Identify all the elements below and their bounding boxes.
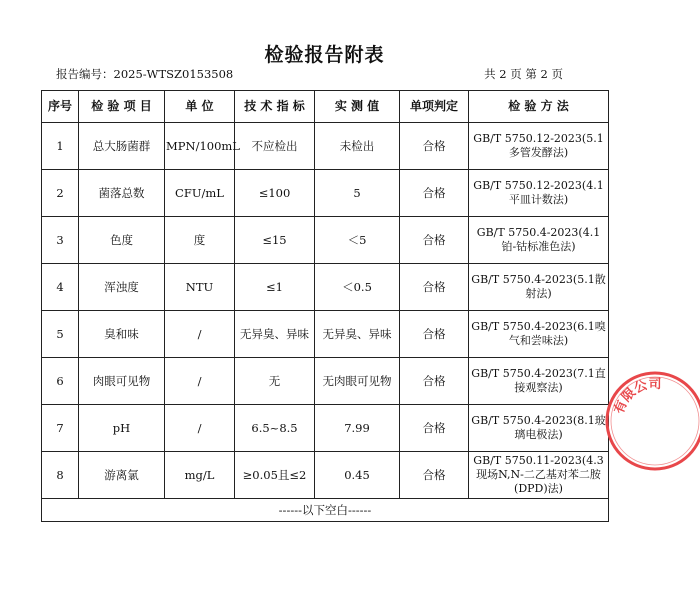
- cell-measured: 未检出: [315, 123, 400, 170]
- cell-standard: 无: [235, 358, 315, 405]
- cell-unit: mg/L: [165, 452, 235, 499]
- cell-item: pH: [79, 405, 165, 452]
- cell-measured: 无异臭、异味: [315, 311, 400, 358]
- cell-standard: ≥0.05且≤2: [235, 452, 315, 499]
- cell-judgement: 合格: [400, 217, 469, 264]
- cell-measured: 5: [315, 170, 400, 217]
- cell-standard: 无异臭、异味: [235, 311, 315, 358]
- cell-item: 菌落总数: [79, 170, 165, 217]
- report-number: 报告编号：2025-WTSZ0153508: [56, 67, 234, 81]
- page-title: 检验报告附表: [264, 44, 385, 66]
- table-row: [42, 311, 609, 358]
- cell-unit: /: [165, 358, 235, 405]
- cell-unit: /: [165, 405, 235, 452]
- cell-method: GB/T 5750.4-2023(4.1铂-钴标准色法): [469, 217, 609, 264]
- cell-item: 浑浊度: [79, 264, 165, 311]
- cell-seq: 5: [42, 311, 79, 358]
- cell-method: GB/T 5750.4-2023(8.1玻璃电极法): [469, 405, 609, 452]
- header-judgement: 单项判定: [400, 91, 469, 123]
- cell-item: 总大肠菌群: [79, 123, 165, 170]
- cell-seq: 2: [42, 170, 79, 217]
- cell-seq: 7: [42, 405, 79, 452]
- header-unit: 单 位: [165, 91, 235, 123]
- cell-judgement: 合格: [400, 170, 469, 217]
- cell-measured: 0.45: [315, 452, 400, 499]
- header-seq: 序号: [42, 91, 79, 123]
- table-footer-row: [42, 499, 609, 522]
- cell-measured: ＜5: [315, 217, 400, 264]
- cell-seq: 1: [42, 123, 79, 170]
- cell-seq: 8: [42, 452, 79, 499]
- cell-measured: 7.99: [315, 405, 400, 452]
- cell-unit: /: [165, 311, 235, 358]
- blank-below-note: ------以下空白------: [42, 499, 609, 522]
- official-seal-stamp: [600, 366, 700, 476]
- inspection-results-table: [41, 90, 609, 522]
- table-row: [42, 170, 609, 217]
- table-row: [42, 358, 609, 405]
- cell-unit: CFU/mL: [165, 170, 235, 217]
- cell-standard: 不应检出: [235, 123, 315, 170]
- cell-item: 肉眼可见物: [79, 358, 165, 405]
- cell-unit: MPN/100mL: [165, 123, 235, 170]
- cell-standard: ≤100: [235, 170, 315, 217]
- table-row: [42, 217, 609, 264]
- cell-judgement: 合格: [400, 358, 469, 405]
- table-row: [42, 452, 609, 499]
- seal-text: 有限公司: [611, 376, 662, 417]
- table-row: [42, 264, 609, 311]
- cell-item: 游离氯: [79, 452, 165, 499]
- cell-item: 色度: [79, 217, 165, 264]
- cell-method: GB/T 5750.4-2023(7.1直接观察法): [469, 358, 609, 405]
- cell-seq: 3: [42, 217, 79, 264]
- table-row: [42, 405, 609, 452]
- header-standard: 技 术 指 标: [235, 91, 315, 123]
- cell-measured: 无肉眼可见物: [315, 358, 400, 405]
- cell-seq: 4: [42, 264, 79, 311]
- cell-unit: 度: [165, 217, 235, 264]
- page-count: 共 2 页 第 2 页: [484, 67, 563, 81]
- header-item: 检 验 项 目: [79, 91, 165, 123]
- cell-unit: NTU: [165, 264, 235, 311]
- cell-item: 臭和味: [79, 311, 165, 358]
- table-header-row: [42, 91, 609, 123]
- cell-seq: 6: [42, 358, 79, 405]
- cell-standard: ≤15: [235, 217, 315, 264]
- header-method: 检 验 方 法: [469, 91, 609, 123]
- cell-method: GB/T 5750.12-2023(4.1平皿计数法): [469, 170, 609, 217]
- cell-standard: 6.5~8.5: [235, 405, 315, 452]
- cell-measured: ＜0.5: [315, 264, 400, 311]
- cell-judgement: 合格: [400, 264, 469, 311]
- cell-method: GB/T 5750.4-2023(5.1散射法): [469, 264, 609, 311]
- cell-standard: ≤1: [235, 264, 315, 311]
- cell-method: GB/T 5750.12-2023(5.1多管发酵法): [469, 123, 609, 170]
- cell-judgement: 合格: [400, 452, 469, 499]
- cell-method: GB/T 5750.4-2023(6.1嗅气和尝味法): [469, 311, 609, 358]
- cell-judgement: 合格: [400, 123, 469, 170]
- header-measured: 实 测 值: [315, 91, 400, 123]
- cell-judgement: 合格: [400, 311, 469, 358]
- cell-judgement: 合格: [400, 405, 469, 452]
- cell-method: GB/T 5750.11-2023(4.3现场N,N-二乙基对苯二胺(DPD)法): [469, 452, 609, 499]
- table-row: [42, 123, 609, 170]
